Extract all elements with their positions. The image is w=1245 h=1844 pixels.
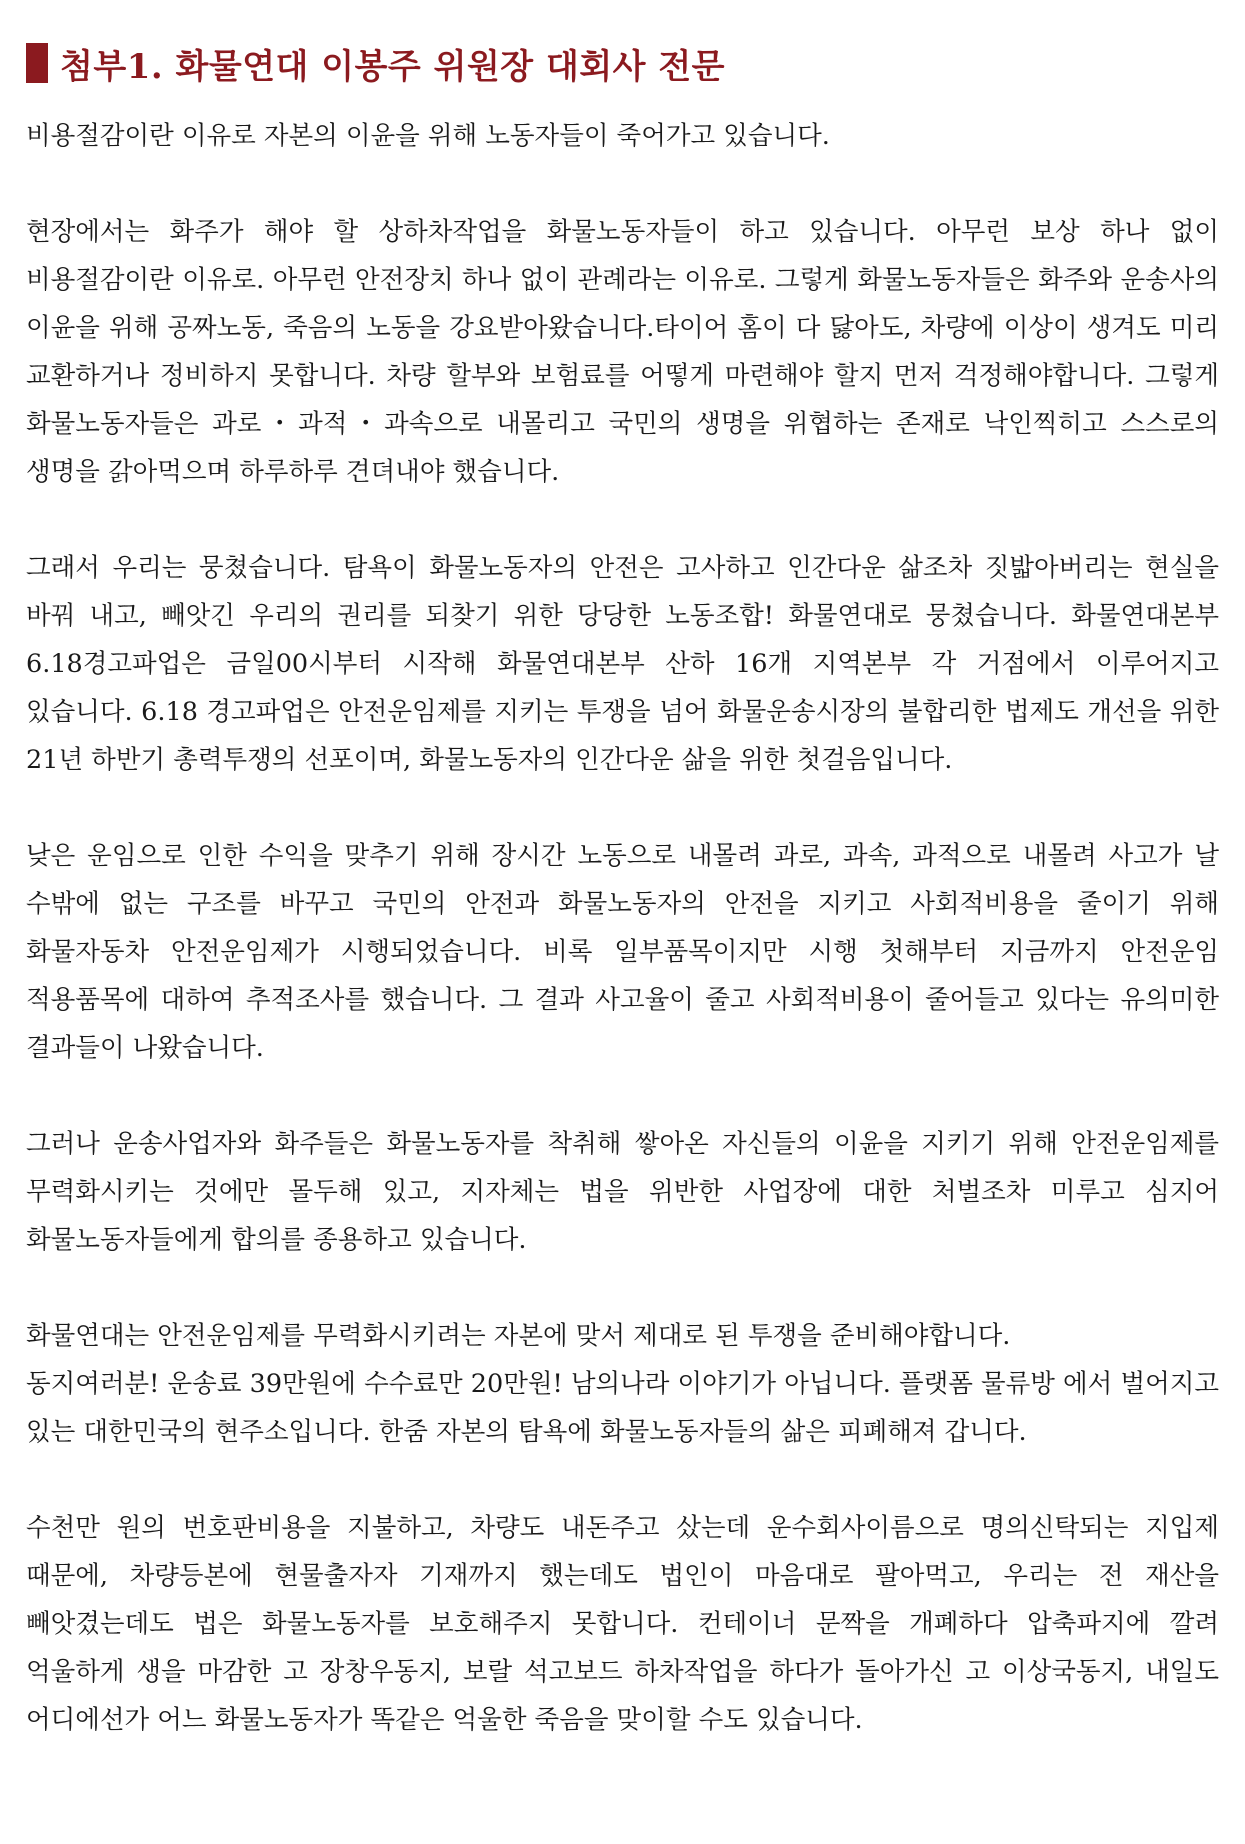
- paragraph-safe-rates: 낮은 운임으로 인한 수익을 맞추기 위해 장시간 노동으로 내몰려 과로, 과속, 과적으로 내몰려 사고가 날 수밖에 없는 구조를 바꾸고 국민의 안전과 화물노동자의 안전을 지키고 사회적비용을 줄이기 위해 화물자동차 안전운임제가 시행되었습니다. 비록 일부품목이지만 시행 첫해부터 지금까지 안전운임 적용품목에 대하여 추적조사를 했습니다. 그 결과 사고율이 줄고 사회적비용이 줄어들고 있다는 유의미한 결과들이 나왔습니다.: [26, 841, 1219, 1063]
- paragraph-union-strike: 그래서 우리는 뭉쳤습니다. 탐욕이 화물노동자의 안전은 고사하고 인간다운 삶조차 짓밟아버리는 현실을 바꿔 내고, 빼앗긴 우리의 권리를 되찾기 위한 당당한 노동조합! 화물연대로 뭉쳤습니다. 화물연대본부 6.18경고파업은 금일00시부터 시작해 화물연대본부 산하 16개 지역본부 각 거점에서 이루어지고 있습니다. 6.18 경고파업은 안전운임제를 지키는 투쟁을 넘어 화물운송시장의 불합리한 법제도 개선을 위한 21년 하반기 총력투쟁의 선포이며, 화물노동자의 인간다운 삶을 위한 첫걸음입니다.: [26, 553, 1219, 775]
- paragraph-consignment-system: 수천만 원의 번호판비용을 지불하고, 차량도 내돈주고 샀는데 운수회사이름으로 명의신탁되는 지입제 때문에, 차량등본에 현물출자자 기재까지 했는데도 법인이 마음대로 팔아먹고, 우리는 전 재산을 빼앗겼는데도 법은 화물노동자를 보호해주지 못합니다. 컨테이너 문짝을 개폐하다 압축파지에 깔려 억울하게 생을 마감한 고 장창우동지, 보랄 석고보드 하차작업을 하다가 돌아가신 고 이상국동지, 내일도 어디에선가 어느 화물노동자가 똑같은 억울한 죽음을 맞이할 수도 있습니다.: [26, 1513, 1219, 1735]
- document-title: 첨부1. 화물연대 이봉주 위원장 대회사 전문: [60, 46, 726, 87]
- document-header: [26, 36, 1219, 90]
- paragraph-comrades: 동지여러분! 운송료 39만원에 수수료만 20만원! 남의나라 이야기가 아닙니다. 플랫폼 물류방 에서 벌어지고 있는 대한민국의 현주소입니다. 한줌 자본의 탐욕에 화물노동자들의 삶은 피폐해져 갑니다.: [26, 1369, 1219, 1447]
- paragraph-employers: 그러나 운송사업자와 화주들은 화물노동자를 착취해 쌓아온 자신들의 이윤을 지키기 위해 안전운임제를 무력화시키는 것에만 몰두해 있고, 지자체는 법을 위반한 사업장에 대한 처벌조차 미루고 심지어 화물노동자들에게 합의를 종용하고 있습니다.: [26, 1129, 1219, 1255]
- paragraph-intro: 비용절감이란 이유로 자본의 이윤을 위해 노동자들이 죽어가고 있습니다.: [26, 121, 830, 151]
- title-marker-block: [26, 43, 48, 83]
- paragraph-prepare-struggle: 화물연대는 안전운임제를 무력화시키려는 자본에 맞서 제대로 된 투쟁을 준비해야합니다.: [26, 1321, 1011, 1351]
- paragraph-field-conditions: 현장에서는 화주가 해야 할 상하차작업을 화물노동자들이 하고 있습니다. 아무런 보상 하나 없이 비용절감이란 이유로. 아무런 안전장치 하나 없이 관례라는 이유로. 그렇게 화물노동자들은 화주와 운송사의 이윤을 위해 공짜노동, 죽음의 노동을 강요받아왔습니다.타이어 홈이 다 닳아도, 차량에 이상이 생겨도 미리 교환하거나 정비하지 못합니다. 차량 할부와 보험료를 어떻게 마련해야 할지 먼저 걱정해야합니다. 그렇게 화물노동자들은 과로・과적・과속으로 내몰리고 국민의 생명을 위협하는 존재로 낙인찍히고 스스로의 생명을 갉아먹으며 하루하루 견뎌내야 했습니다.: [26, 217, 1219, 487]
